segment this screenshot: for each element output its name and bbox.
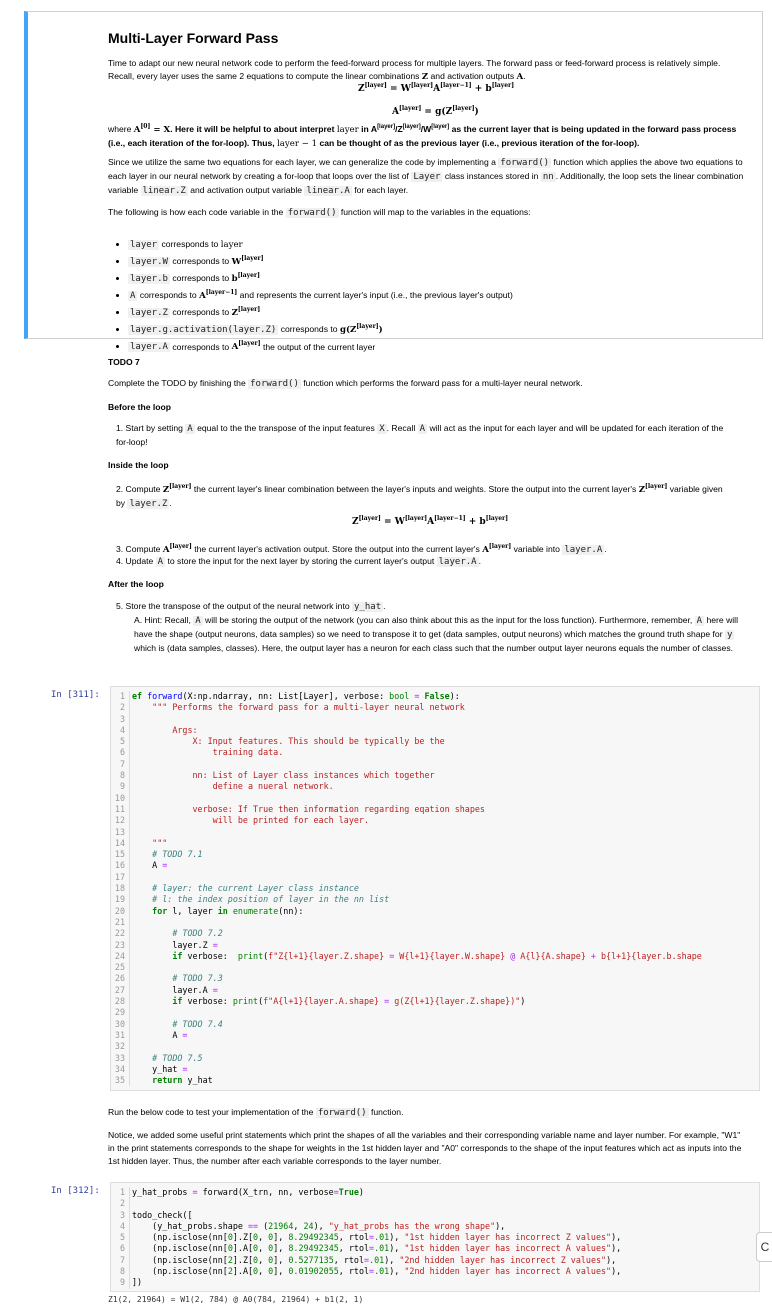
hint-paragraph: A. Hint: Recall, A will be storing the output of the network (you can also think about this as the input for the loss function). Furthermore, remember, A here will have the shape (output neurons, data samples) so we need to transpose it to get (data samples, output neurons) which matches the ground truth shape for y which is (data samples, classes). Here, the output layer has a neuron for each class such that the number output layer neurons equals the number of classes. xyxy=(134,615,739,653)
code-editor[interactable]: 1 y_hat_probs = forward(X_trn, nn, verbose=True) 2 3 todo_check([ 4 (y_hat_probs.shape == (21964, 24), "y_hat_probs has the wrong shape"), 5 (np.isclose(nn[0].Z[0, 0], 8.29492345, rtol=.01), "1st hidden layer has incorrect Z values"), 6 (np.isclose(nn[0].A[0, 0], 8.29492345, rtol=.01), "1st hidden layer has incorrect A values"), 7 (np.isclose(nn[2].Z[0, 0], 0.5277135, rtol=.01), "2nd hidden layer has incorrect Z values"), 8 (np.isclose(nn[2].A[0, 0], 0.01902055, rtol=.01), "2nd hidden layer has incorrect A values"), 9 ]) xyxy=(111,1183,759,1289)
step-4: 4. Update A to store the input for the next layer by storing the current layer's output layer.A . xyxy=(116,556,481,567)
variable-mapping-list xyxy=(108,237,513,355)
intro-paragraph: Time to adapt our new neural network code to perform the feed-forward process for multiple layers. The forward pass or feed-forward process is relatively simple. Recall, every layer uses the same 2 equations to compute the linear combinations Z and activation outputs A. xyxy=(108,58,721,82)
where-paragraph: where A[0] = X. Here it will be helpful to about interpret layer in A[layer]/Z[layer]/W[layer] as the current layer that is being updated in the forward pass process (i.e., each iteration of the for-loop). Thus, layer − 1 can be thought of as the previous layer (i.e., previous iteration of the for-loop). xyxy=(108,123,737,149)
code-cell-test[interactable] xyxy=(110,1182,760,1292)
side-panel-toggle[interactable]: C xyxy=(756,1232,772,1262)
cell-prompt-311: In [311]: xyxy=(51,690,100,700)
code-editor[interactable]: 1 ef forward(X:np.ndarray, nn: List[Layer], verbose: bool = False): 2 """ Performs the forward pass for a multi-layer neural network 3 4 Args: 5 X: Input features. This should be typically be the 6 training data. 7 8 nn: List of Layer class instances which together 9 define a nueral network. 10 11 verbose: If True then information regarding eqation shapes 12 will be printed for each layer. 13 14 """ 15 # TODO 7.1 16 A = 17 18 # layer: the current Layer class instance 19 # l: the index position of layer in the nn list 20 for l, layer in enumerate(nn): 21 22 # TODO 7.2 23 layer.Z = 24 if verbose: print(f"Z{l+1}{layer.Z.shape} = W{l+1}{layer.W.shape} @ A{l}{A.shape} + b{l+1}{layer.b.shape 25 26 # TODO 7.3 27 layer.A = 28 if verbose: print(f"A{l+1}{layer.A.shape} = g(Z{l+1}{layer.Z.shape})") 29 30 # TODO 7.4 31 A = 32 33 # TODO 7.5 34 y_hat = 35 return y_hat xyxy=(111,687,759,1086)
markdown-cell-multilayer xyxy=(24,11,763,353)
inside-loop-heading: Inside the loop xyxy=(108,460,169,470)
before-loop-heading: Before the loop xyxy=(108,402,172,412)
generalize-paragraph: Since we utilize the same two equations for each layer, we can generalize the code by implementing a forward() function which applies the above two equations to each layer in our neural network by creating a for-loop that loops over the list of Layer class instances stored in nn . Additionally, the loop sets the linear combination variable linear.Z and activation output variable linear.A for each layer. xyxy=(108,157,744,196)
after-loop-heading: After the loop xyxy=(108,579,164,589)
list-item: • layer corresponds to layer xyxy=(128,237,513,252)
step-1: 1. Start by setting A equal to the the transpose of the input features X . Recall A will act as the input for each layer and will be updated for each iteration of the for-loop! xyxy=(116,423,724,447)
cell-prompt-312: In [312]: xyxy=(51,1186,100,1196)
equation-linear: Z[layer] = W[layer]A[layer−1] + b[layer] xyxy=(358,82,515,94)
run-paragraph: Run the below code to test your implementation of the forward() function. xyxy=(108,1107,404,1118)
section-title: Multi-Layer Forward Pass xyxy=(108,30,279,46)
notice-paragraph: Notice, we added some useful print statements which print the shapes of all the variables and their corresponding variable name and layer number. For example, "W1" in the print statements corresponds to the shape for weights in the 1st hidden layer and "A0" corresponds to the shape of the input features which act as inputs into the 1st hidden layer. Thus, the number after each variable corresponds to the layer number. xyxy=(108,1130,742,1166)
cell-output-partial: Z1(2, 21964) = W1(2, 784) @ A0(784, 21964) + b1(2, 1) xyxy=(108,1295,364,1304)
code-cell-forward[interactable] xyxy=(110,686,760,1091)
list-item: • layer.Z corresponds to Z[layer] xyxy=(128,303,513,320)
list-item: • layer.W corresponds to W[layer] xyxy=(128,252,513,269)
list-item: • layer.g.activation(layer.Z) corresponds to g(Z[layer]) xyxy=(128,320,513,337)
equation-activation: A[layer] = g(Z[layer]) xyxy=(392,105,479,117)
todo-title: TODO 7 xyxy=(108,357,140,367)
mapping-intro: The following is how each code variable in the forward() function will map to the variables in the equations: xyxy=(108,207,531,218)
equation-linear-todo: Z[layer] = W[layer]A[layer−1] + b[layer] xyxy=(352,515,509,527)
step-2: 2. Compute Z[layer] the current layer's linear combination between the layer's inputs and weights. Store the output into the current layer's Z[layer] variable given by layer.Z . xyxy=(116,483,723,509)
list-item: • layer.A corresponds to A[layer] the output of the current layer xyxy=(128,338,513,355)
list-item: • layer.b corresponds to b[layer] xyxy=(128,269,513,286)
list-item: • A corresponds to A[layer−1] and represents the current layer's input (i.e., the previous layer's output) xyxy=(128,286,513,303)
step-3: 3. Compute A[layer] the current layer's activation output. Store the output into the current layer's A[layer] variable into layer.A . xyxy=(116,543,607,555)
step-5: 5. Store the transpose of the output of the neural network into y_hat . xyxy=(116,601,386,612)
todo-intro: Complete the TODO by finishing the forward() function which performs the forward pass for a multi-layer neural network. xyxy=(108,378,583,389)
